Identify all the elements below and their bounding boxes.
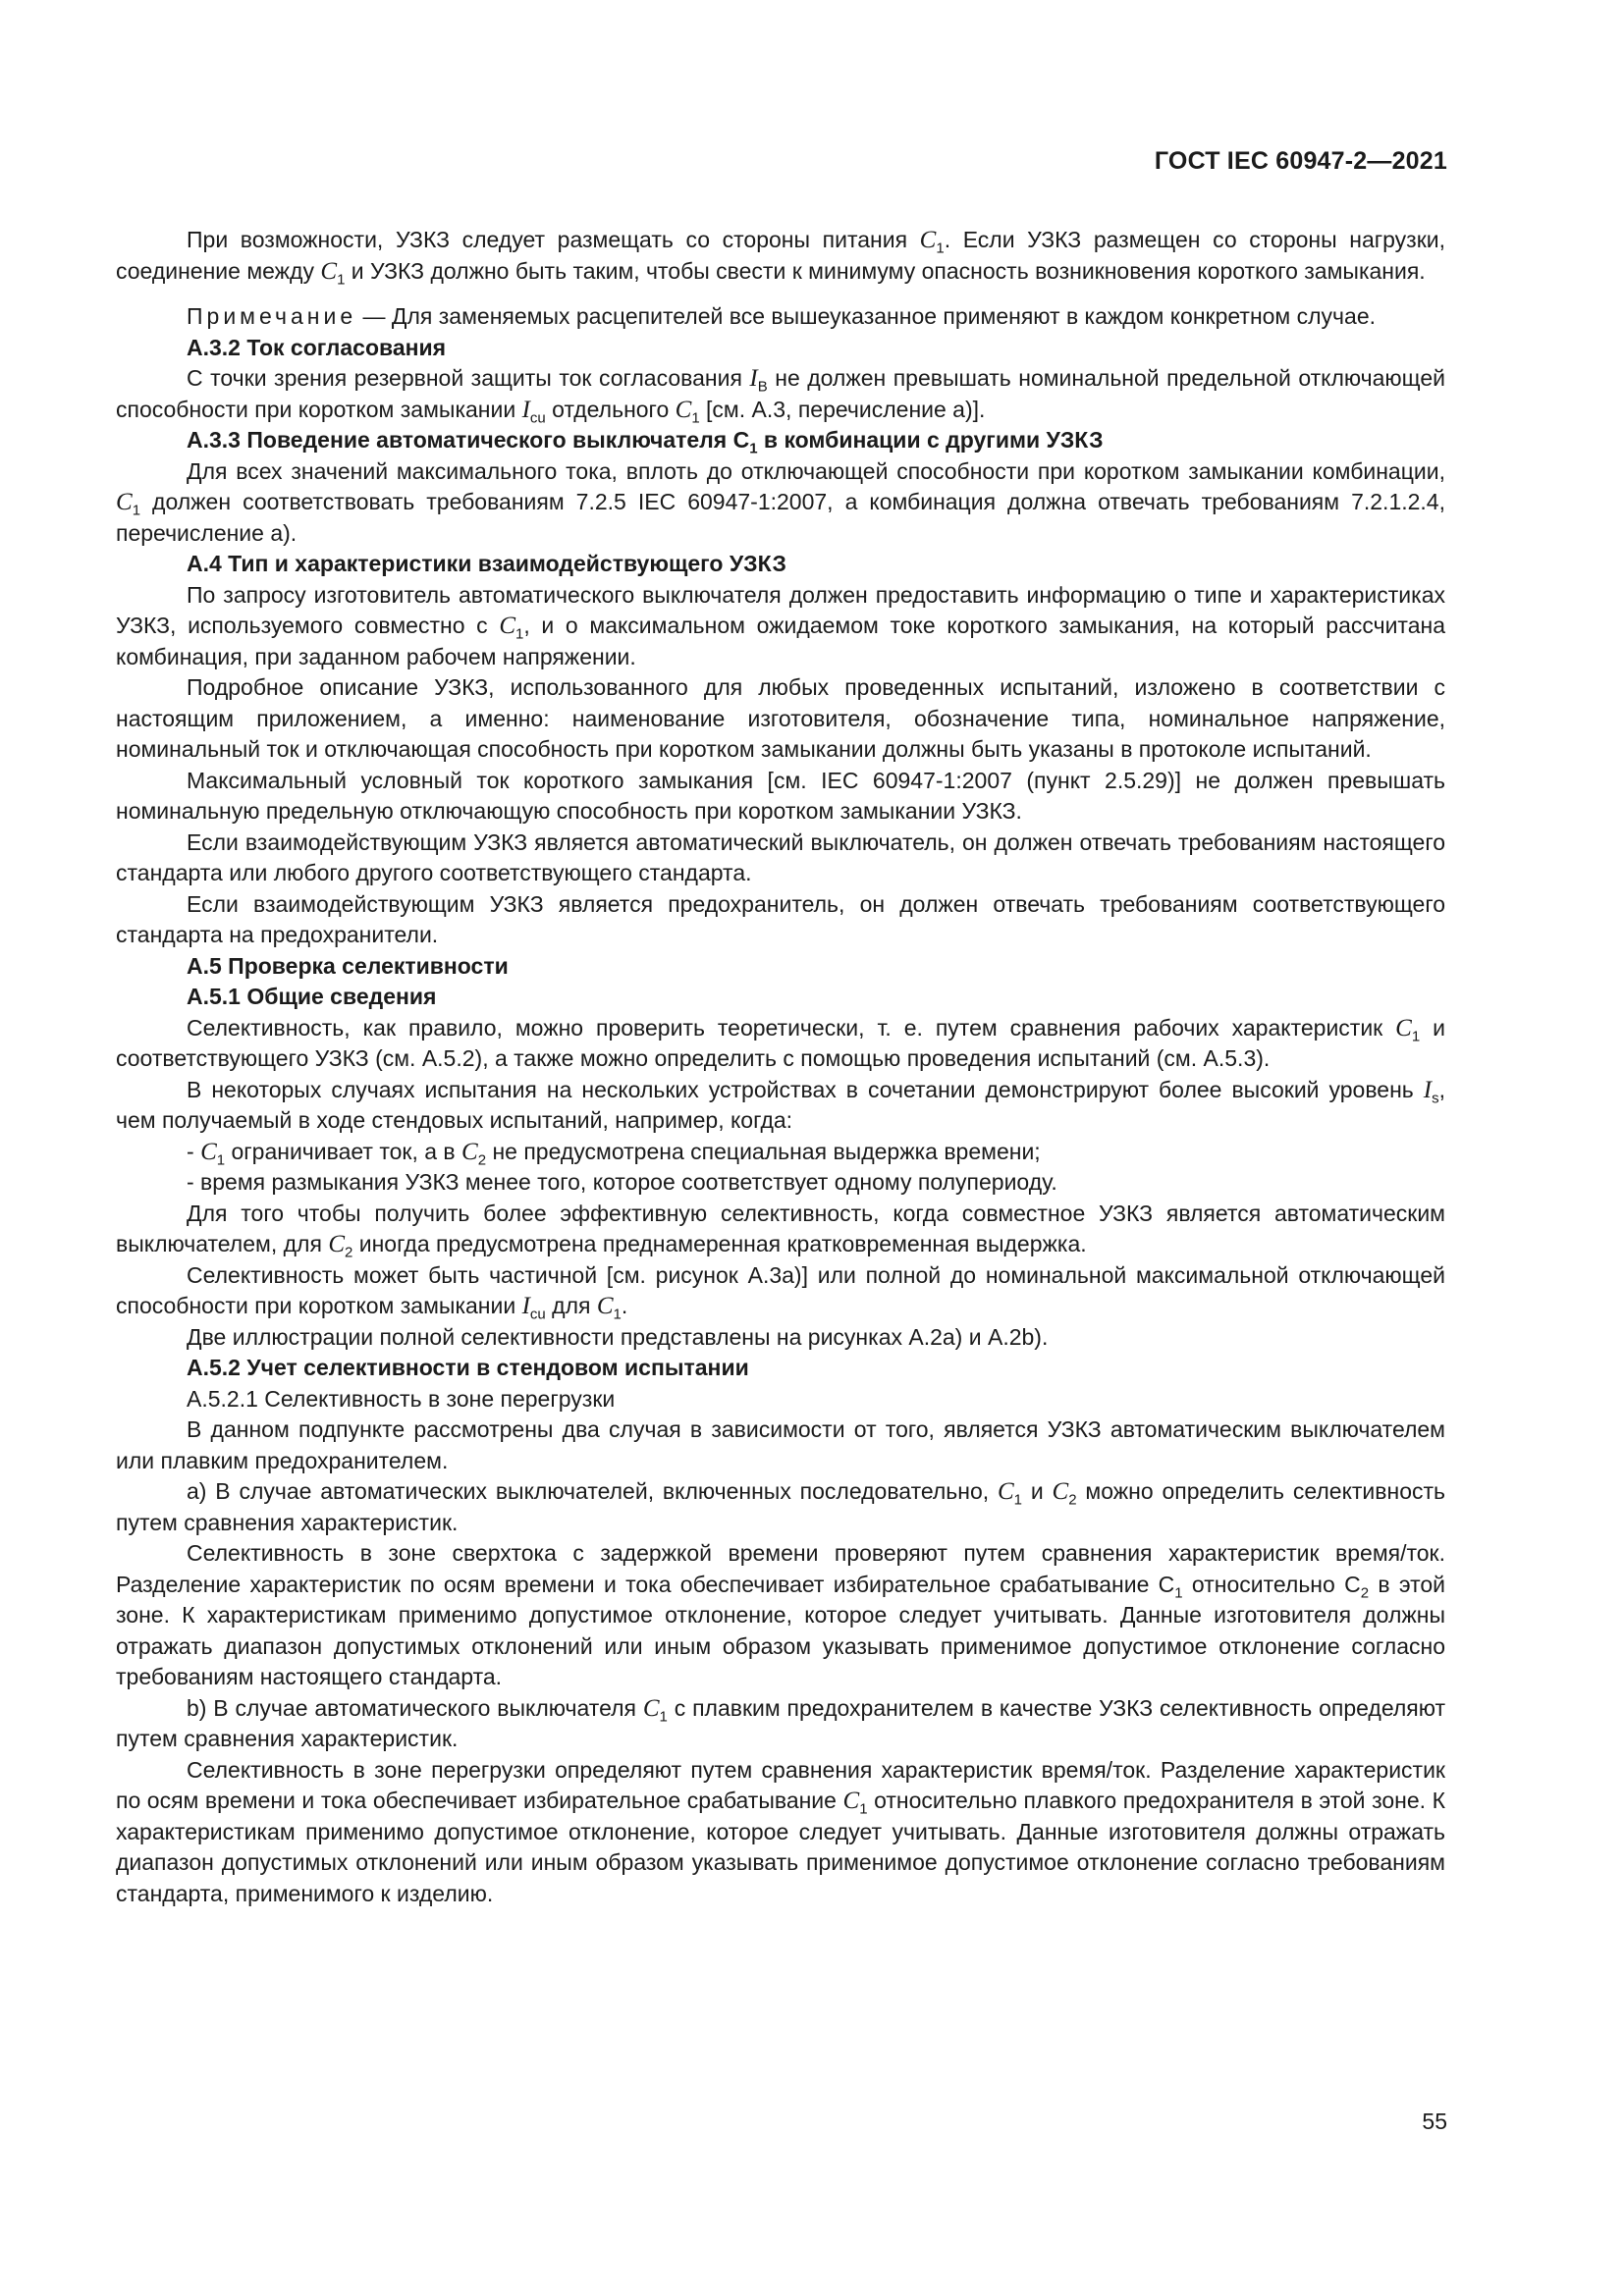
math-variable: C (675, 396, 692, 423)
subscript: 1 (859, 1800, 868, 1818)
subscript: 1 (659, 1708, 668, 1726)
section-heading: А.3.2 Ток согласования (187, 334, 447, 360)
note-paragraph: Примечание — Для заменяемых расцепителей все вышеуказанное применяют в каждом конкретном случае. (187, 303, 1377, 329)
subscript: 1 (216, 1151, 226, 1169)
section-heading: А.5.1 Общие сведения (187, 984, 437, 1009)
subscript: 1 (691, 409, 700, 427)
math-variable: C (116, 489, 133, 515)
subscript: s (1432, 1090, 1439, 1107)
paragraph: Селективность в зоне перегрузки определяют путем сравнения характеристик время/ток. Разделение характеристик по осям времени и тока обеспечивает избирательное срабатывание $C_1$ относительно плавкого предохранителя в этой зоне. К характеристикам применимо допустимое отклонение, которое следует учитывать. Данные изготовителя должны отражать диапазон допустимых отклонений или иным образом указывать применимое допустимое отклонение согласно требованиям стандарта, применимого к изделию. (116, 1756, 1445, 1906)
subscript: 1 (936, 240, 945, 257)
paragraph: По запросу изготовитель автоматического выключателя должен предоставить информацию о типе и характеристиках УЗКЗ, используемого совместно с $C_1$, и о максимальном ожидаемом токе короткого замыкания, на который рассчитана комбинация, при заданном рабочем напряжении. (116, 581, 1445, 669)
section-heading: А.5.2 Учет селективности в стендовом испытании (187, 1355, 749, 1380)
math-variable: I (749, 365, 758, 392)
paragraph: Подробное описание УЗКЗ, использованного для любых проведенных испытаний, изложено в соответствии с настоящим приложением, а именно: наименование изготовителя, обозначение типа, номинальное напряжение, номинальный ток и отключающая способность при коротком замыкании должны быть указаны в протоколе испытаний. (116, 674, 1445, 762)
paragraph: А.5.2.1 Селективность в зоне перегрузки (187, 1385, 616, 1412)
math-variable: C (1052, 1478, 1069, 1505)
paragraph: Две иллюстрации полной селективности представлены на рисунках А.2а) и А.2b). (187, 1323, 1049, 1350)
subscript: B (757, 378, 768, 396)
paragraph: Максимальный условный ток короткого замыкания [см. IEC 60947-1:2007 (пункт 2.5.29)] не должен превышать номинальную предельную отключающую способность при коротком замыкании УЗКЗ. (116, 767, 1445, 824)
paragraph: При возможности, УЗКЗ следует размещать со стороны питания $C_1$. Если УЗКЗ размещен со стороны нагрузки, соединение между $C_1$ и УЗКЗ должно быть таким, чтобы свести к минимуму опасность возникновения короткого замыкания. (116, 227, 1446, 289)
paragraph: - время размыкания УЗКЗ менее того, которое соответствует одному полупериоду. (187, 1169, 1057, 1195)
math-variable: C (596, 1293, 614, 1319)
document-body (116, 225, 1445, 1909)
subscript: 2 (1360, 1584, 1370, 1602)
subscript: cu (529, 409, 546, 427)
subscript: 2 (477, 1151, 487, 1169)
math-variable: I (1423, 1076, 1433, 1103)
subscript: 2 (1068, 1491, 1077, 1509)
math-variable: C (642, 1694, 660, 1722)
math-variable: C (200, 1138, 217, 1165)
section-heading: А.4 Тип и характеристики взаимодействующего УЗКЗ (187, 551, 786, 576)
paragraph: а) В случае автоматических выключателей, включенных последовательно, $C_1$ и $C_2$ можно определить селективность путем сравнения характеристик. (116, 1478, 1445, 1535)
subscript: cu (529, 1306, 546, 1323)
math-variable: C (842, 1788, 860, 1814)
math-variable: C (320, 257, 338, 285)
math-variable: C (499, 613, 516, 639)
document-code-header: ГОСТ IEC 60947-2—2021 (1154, 147, 1447, 175)
section-heading: А.3.3 Поведение автоматического выключателя $С_1$ в комбинации с другими УЗКЗ (187, 427, 1104, 457)
paragraph: Если взаимодействующим УЗКЗ является автоматический выключатель, он должен отвечать требованиям настоящего стандарта или любого другого соответствующего стандарта. (116, 828, 1445, 885)
paragraph: В некоторых случаях испытания на нескольких устройствах в сочетании демонстрируют более высокий уровень $I_s$, чем получаемый в ходе стендовых испытаний, например, когда: (116, 1076, 1445, 1133)
paragraph: Для того чтобы получить более эффективную селективность, когда совместное УЗКЗ является автоматическим выключателем, для $C_2$ иногда предусмотрена преднамеренная кратковременная выдержка. (116, 1200, 1445, 1261)
subscript: 1 (132, 502, 141, 519)
math-variable: C (1395, 1014, 1412, 1041)
paragraph: Селективность может быть частичной [см. рисунок А.3а)] или полной до номинальной максимальной отключающей способности при коротком замыкании $I_{cu}$ для $C_1$. (116, 1261, 1445, 1323)
paragraph: Селективность, как правило, можно проверить теоретически, т. е. путем сравнения рабочих характеристик $C_1$ и соответствующего УЗКЗ (см. А.5.2), а также можно определить с помощью проведения испытаний (см. А.5.3). (116, 1014, 1445, 1071)
paragraph: Селективность в зоне сверхтока с задержкой времени проверяют путем сравнения характеристик время/ток. Разделение характеристик по осям времени и тока обеспечивает избирательное срабатывание $С_1$ относительно $С_2$ в этой зоне. К характеристикам применимо допустимое отклонение, которое следует учитывать. Данные изготовителя должны отражать диапазон допустимых отклонений или иным образом указывать применимое допустимое отклонение согласно требованиям настоящего стандарта. (116, 1540, 1445, 1689)
math-variable: C (919, 227, 937, 253)
paragraph: В данном подпункте рассмотрены два случая в зависимости от того, является УЗКЗ автоматическим выключателем или плавким предохранителем. (116, 1416, 1445, 1473)
subscript: 1 (337, 271, 346, 289)
math-variable: C (461, 1138, 478, 1165)
section-heading: А.5 Проверка селективности (187, 952, 509, 979)
subscript: 1 (515, 625, 524, 643)
note-label: Примечание (187, 303, 357, 329)
subscript: 2 (345, 1244, 353, 1261)
subscript: 1 (1174, 1584, 1183, 1602)
paragraph: Если взаимодействующим УЗКЗ является предохранитель, он должен отвечать требованиям соответствующего стандарта на предохранители. (116, 890, 1445, 947)
math-variable: C (328, 1231, 345, 1257)
subscript: 1 (749, 440, 758, 457)
paragraph: - $C_1$ ограничивает ток, а в $C_2$ не предусмотрена специальная выдержка времени; (187, 1138, 1041, 1169)
math-variable: I (521, 396, 530, 423)
paragraph: Для всех значений максимального тока, вплоть до отключающей способности при коротком замыкании комбинации, $C_1$ должен соответствовать требованиям 7.2.5 IEC 60947-1:2007, а комбинация должна отвечать требованиям 7.2.1.2.4, перечисление а). (116, 457, 1445, 546)
math-variable: I (521, 1293, 530, 1319)
page-number: 55 (1422, 2109, 1447, 2134)
paragraph: b) В случае автоматического выключателя $C_1$ с плавким предохранителем в качестве УЗКЗ селективность определяют путем сравнения характеристик. (116, 1694, 1446, 1751)
subscript: 1 (613, 1306, 622, 1323)
math-variable: C (997, 1478, 1014, 1505)
paragraph: С точки зрения резервной защиты ток согласования $I_B$ не должен превышать номинальной предельной отключающей способности при коротком замыкании $I_{cu}$ отдельного $C_1$ [см. А.3, перечисление a)]. (116, 365, 1445, 427)
subscript: 1 (1411, 1028, 1421, 1045)
subscript: 1 (1013, 1491, 1023, 1509)
